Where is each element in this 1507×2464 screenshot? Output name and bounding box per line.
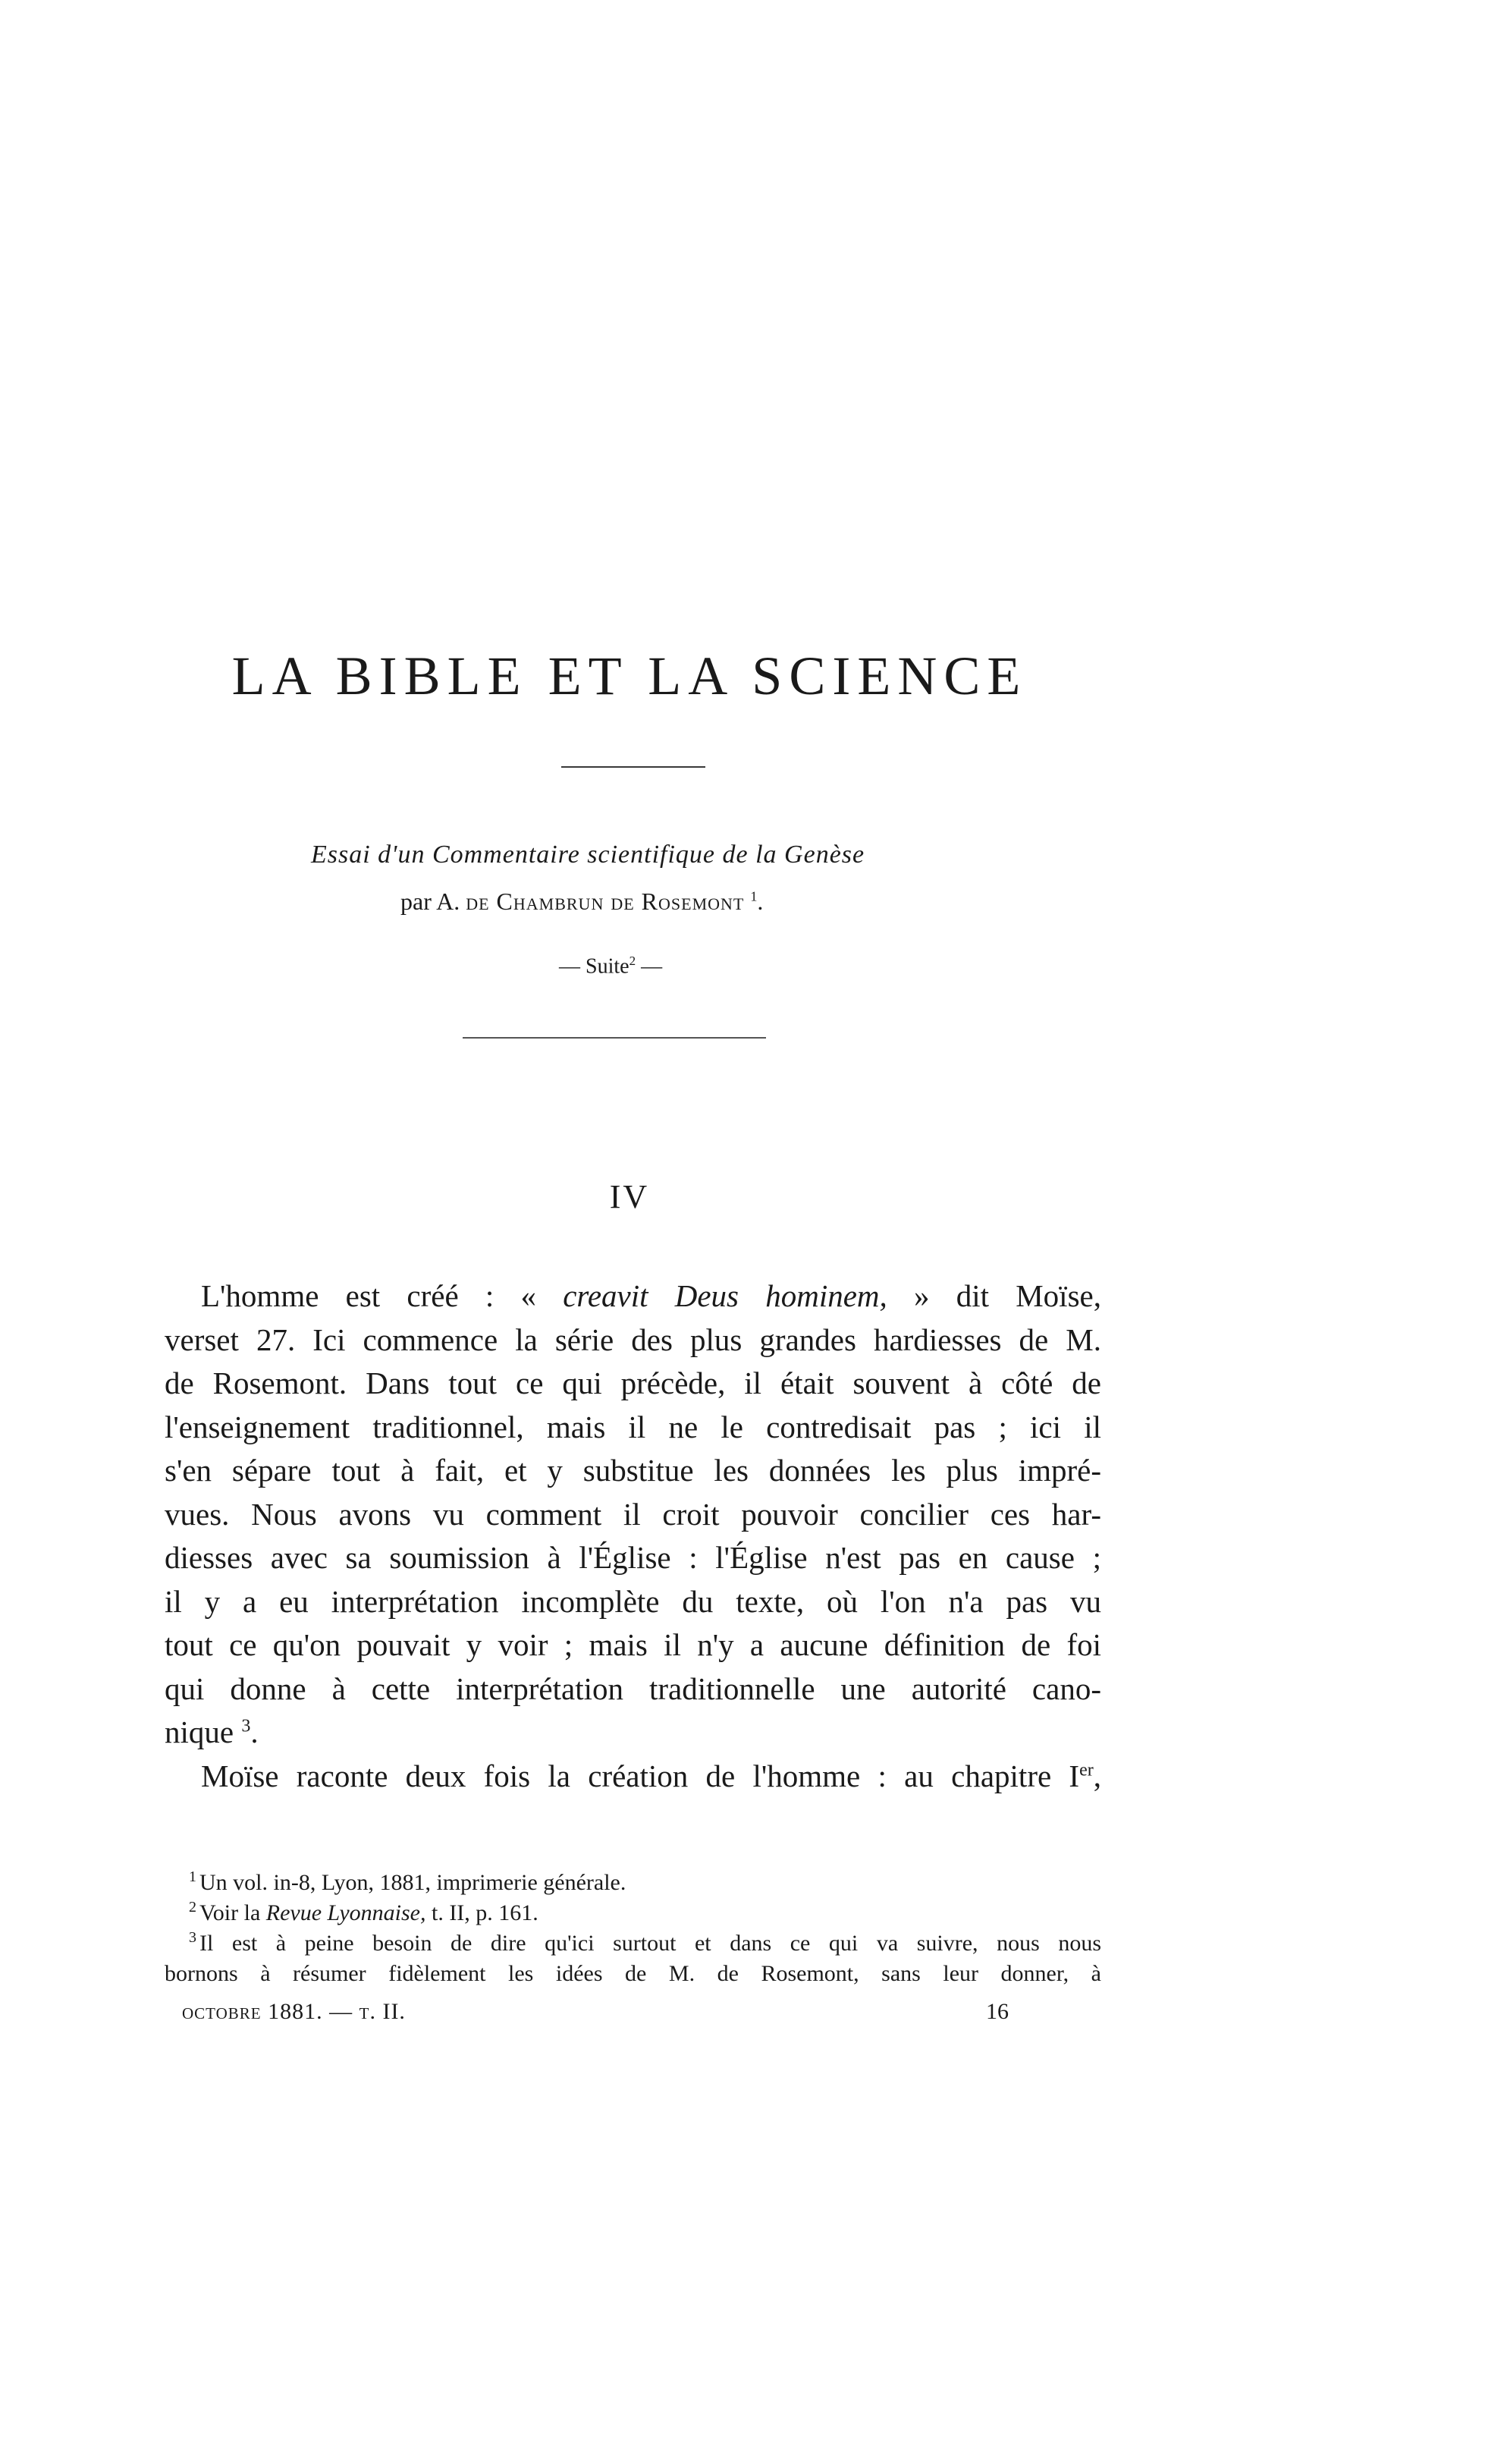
body-text-fragment: , bbox=[1093, 1758, 1101, 1793]
section-divider bbox=[463, 1037, 766, 1039]
page-number: 16 bbox=[986, 1999, 1009, 2024]
footnote-number: 2 bbox=[189, 1899, 196, 1916]
body-line: de Rosemont. Dans tout ce qui précède, il était souvent à côté de bbox=[165, 1366, 1101, 1400]
suite-end: — bbox=[636, 954, 663, 979]
body-text-fragment: . bbox=[250, 1714, 259, 1749]
footnote-1 bbox=[165, 1868, 1101, 1898]
byline-footnote-ref: 1 bbox=[750, 888, 758, 904]
suite-label bbox=[559, 954, 662, 979]
footnote-text: Un vol. in-8, Lyon, 1881, imprimerie générale. bbox=[199, 1870, 626, 1895]
footnote-number: 3 bbox=[189, 1929, 196, 1946]
page-footer bbox=[182, 1999, 1016, 2025]
body-text bbox=[165, 1274, 1101, 1798]
article-subtitle: Essai d'un Commentaire scientifique de la Genèse bbox=[311, 841, 865, 869]
footnote-2 bbox=[165, 1898, 1101, 1928]
body-text-fragment: nique bbox=[165, 1714, 234, 1749]
article-title: LA BIBLE ET LA SCIENCE bbox=[231, 646, 1028, 706]
body-text-fragment: » dit Moïse, bbox=[887, 1278, 1101, 1313]
body-line: s'en sépare tout à fait, et y substitue les données les plus impré- bbox=[165, 1453, 1101, 1488]
chapter-heading: IV bbox=[609, 1178, 650, 1215]
body-line bbox=[165, 1274, 1101, 1318]
issue-date: octobre 1881. — t. II. bbox=[182, 1999, 406, 2024]
footnote-3 bbox=[165, 1928, 1101, 1959]
footnote-3-continued: bornons à résumer fidèlement les idées de M. de Rosemont, sans leur donner, à bbox=[165, 1961, 1101, 1986]
footnote-journal-title: Revue Lyonnaise, bbox=[265, 1900, 426, 1925]
footnote-number: 1 bbox=[189, 1868, 196, 1885]
body-line: il y a eu interprétation incomplète du texte, où l'on n'a pas vu bbox=[165, 1583, 1101, 1619]
title-divider bbox=[561, 766, 705, 768]
suite-footnote-ref: 2 bbox=[629, 954, 636, 968]
footnote-ref: 3 bbox=[241, 1716, 251, 1736]
body-line bbox=[165, 1711, 1101, 1755]
footnote-text: Il est à peine besoin de dire qu'ici surtout et dans ce qui va suivre, nous nous bbox=[199, 1931, 1101, 1956]
body-line: tout ce qu'on pouvait y voir ; mais il n'y a aucune définition de foi bbox=[165, 1627, 1101, 1662]
byline-author: de Chambrun de Rosemont bbox=[466, 888, 745, 915]
body-line: vues. Nous avons vu comment il croit pouvoir concilier ces har- bbox=[165, 1496, 1101, 1532]
body-line: verset 27. Ici commence la série des plus grandes hardiesses de M. bbox=[165, 1322, 1101, 1357]
suite-text: — Suite bbox=[559, 954, 629, 979]
footnote-text: Voir la bbox=[199, 1900, 266, 1925]
ordinal-superscript: er bbox=[1079, 1759, 1094, 1780]
footnotes bbox=[165, 1868, 1101, 1989]
body-line: l'enseignement traditionnel, mais il ne le contredisait pas ; ici il bbox=[165, 1409, 1101, 1444]
latin-quote: creavit Deus hominem, bbox=[563, 1278, 887, 1313]
byline-end: . bbox=[757, 888, 764, 915]
body-line: qui donne à cette interprétation traditionnelle une autorité cano- bbox=[165, 1670, 1101, 1706]
byline-prefix: par A. bbox=[400, 888, 466, 915]
body-text-fragment: Moïse raconte deux fois la création de l'homme : au chapitre I bbox=[201, 1758, 1080, 1793]
body-text-fragment: L'homme est créé : « bbox=[201, 1278, 564, 1313]
article-byline bbox=[400, 888, 763, 916]
footnote-text: t. II, p. 161. bbox=[425, 1900, 538, 1925]
body-line: diesses avec sa soumission à l'Église : l'Église n'est pas en cause ; bbox=[165, 1540, 1101, 1575]
body-line bbox=[165, 1755, 1101, 1799]
